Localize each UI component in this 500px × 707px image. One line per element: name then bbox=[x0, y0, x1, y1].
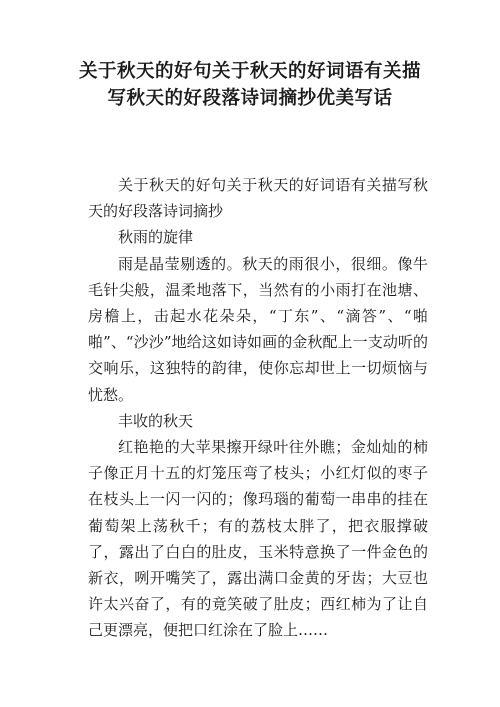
section-heading-harvest-autumn: 丰收的秋天 bbox=[118, 411, 194, 430]
harvest-autumn-paragraph: 红艳艳的大苹果擦开绿叶往外瞧；金灿灿的柿子像正月十五的灯笼压弯了枝头；小红灯似的枣子在枝头上一闪一闪的；像玛瑙的葡萄一串串的挂在葡萄架上荡秋千；有的荔枝太胖了，把衣服撑破了，露出了白白的肚皮，玉米特意换了一件金色的新衣，咧开嘴笑了，露出满口金黄的牙齿；大豆也许太兴奋了，有的竟笑破了肚皮；西红柿为了让自己更漂亮，便把口红涂在了脸上…… bbox=[88, 438, 428, 640]
document-body bbox=[88, 172, 428, 644]
section-heading-autumn-rain: 秋雨的旋律 bbox=[118, 228, 194, 247]
intro-paragraph: 关于秋天的好句关于秋天的好词语有关描写秋天的好段落诗词摘抄 bbox=[88, 176, 428, 221]
document-title: 关于秋天的好句关于秋天的好词语有关描写秋天的好段落诗词摘抄优美写话 bbox=[78, 61, 421, 109]
autumn-rain-paragraph: 雨是晶莹剔透的。秋天的雨很小，很细。像牛毛针尖般，温柔地落下，当然有的小雨打在池塘、房檐上，击起水花朵朵，“丁东”、“滴答”、“啪啪”、“沙沙”地给这如诗如画的金秋配上一支动听的交响乐，这独特的韵律，使你忘却世上一切烦恼与忧愁。 bbox=[88, 254, 428, 404]
